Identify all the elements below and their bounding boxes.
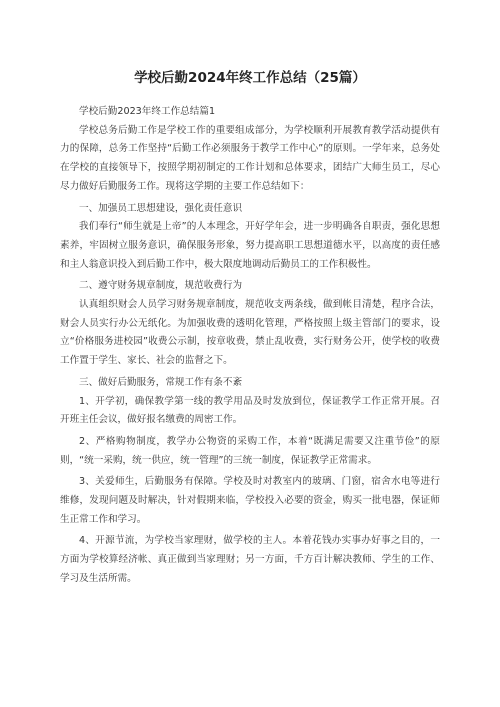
list-item-paragraph: 1、开学初，确保教学第一线的教学用品及时发放到位，保证教学工作正常开展。召开班主任会议，做好报名缴费的周密工作。 xyxy=(60,395,440,426)
list-item-paragraph: 2、严格购物制度，教学办公物资的采购工作，本着“既满足需要又注重节俭”的原则，“统一采购，统一供应，统一管理”的三统一制度，保证教学正常需求。 xyxy=(60,435,440,466)
section-title: 学校后勤2023年终工作总结篇1 xyxy=(79,106,216,117)
list-item-paragraph: 3、关爱师生，后勤服务有保障。学校及时对教室内的玻璃、门窗，宿舍水电等进行维修，发现问题及时解决，针对假期来临，学校投入必要的资金，购买一批电器，保证师生正常工作和学习。 xyxy=(60,476,440,525)
section-heading: 三、做好后勤服务，常规工作有条不紊 xyxy=(79,376,243,388)
section-heading: 一、加强员工思想建设，强化责任意识 xyxy=(79,202,243,214)
section-heading: 二、遵守财务规章制度，规范收费行为 xyxy=(79,280,243,292)
list-item-paragraph: 4、开源节流，为学校当家理财，做学校的主人。本着花钱办实事办好事之目的，一方面为学校算经济帐、真正做到当家理财；另一方面，千方百计解决教师、学生的工作、学习及生活所需。 xyxy=(60,535,440,584)
document-body xyxy=(60,103,440,592)
body-paragraph: 我们奉行“师生就是上帝”的人本理念，开好学年会，进一步明确各自职责，强化思想素养，牢固树立服务意识，确保服务形象，努力提高职工思想道德水平，以高度的责任感和主人翁意识投入到后勤工作中，极大限度地调动后勤员工的工作积极性。 xyxy=(60,221,440,270)
intro-paragraph: 学校总务后勤工作是学校工作的重要组成部分，为学校顺利开展教育教学活动提供有力的保障，总务工作坚持“后勤工作必须服务于教学工作中心”的原则。一学年来，总务处在学校的直接领导下，按照学期初制定的工作计划和总体要求，团结广大师生员工，尽心尽力做好后勤服务工作。现将这学期的主要工作总结如下： xyxy=(60,124,440,192)
document-title: 学校后勤2024年终工作总结（25篇） xyxy=(134,70,366,86)
body-paragraph: 认真组织财会人员学习财务规章制度，规范收支两条线，做到帐目清楚，程序合法，财会人员实行办公无纸化。为加强收费的透明化管理，严格按照上级主管部门的要求，设立“价格服务进校园”收费公示制，按章收费，禁止乱收费，实行财务公开，使学校的收费工作置于学生、家长、社会的监督之下。 xyxy=(60,299,440,367)
